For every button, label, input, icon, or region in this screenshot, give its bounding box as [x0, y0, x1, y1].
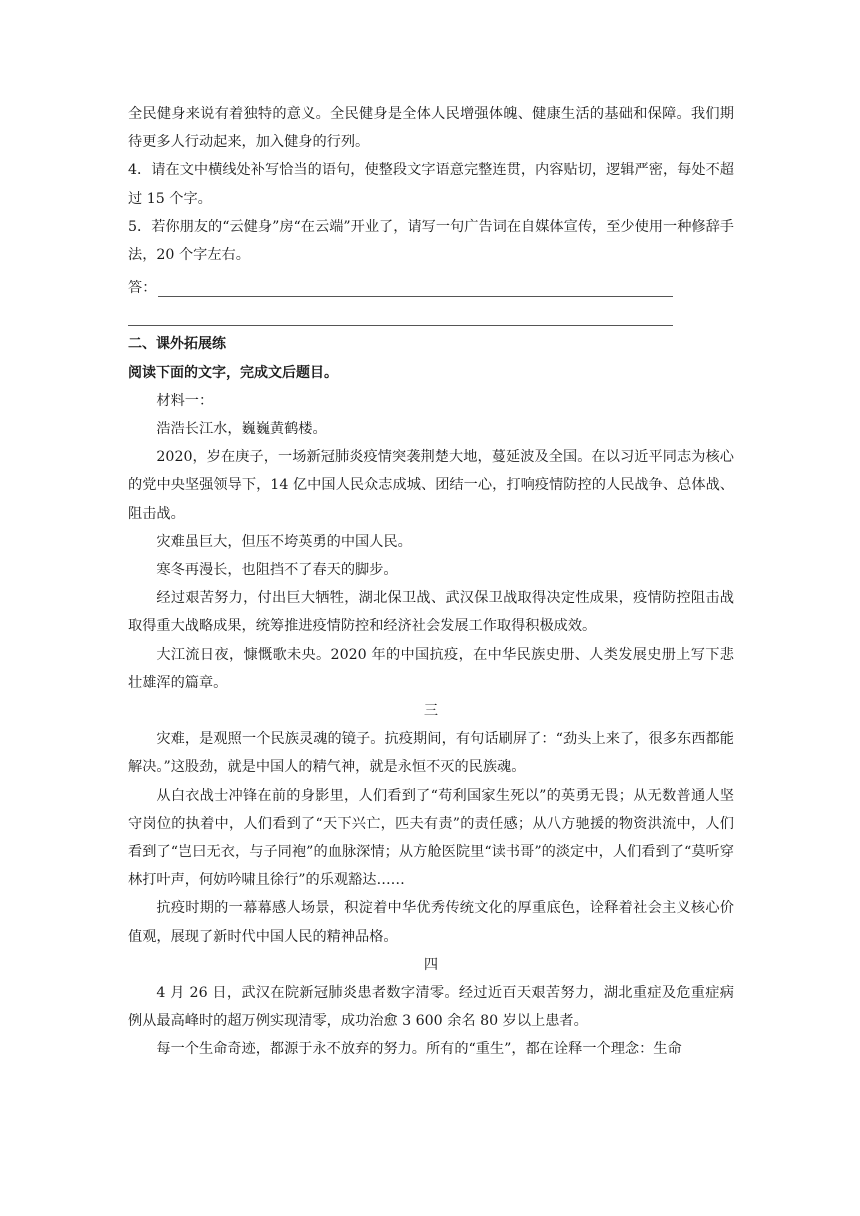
question-4: 4．请在文中横线处补写恰当的语句，使整段文字语意完整连贯，内容贴切，逻辑严密，每处不超过 15 个字。 [128, 162, 734, 207]
document-page [128, 100, 734, 1064]
section-number-four: 四 [423, 956, 439, 973]
article-paragraph: 2020，岁在庚子，一场新冠肺炎疫情突袭荆楚大地，蔓延波及全国。在以习近平同志为核心的党中央坚强领导下，14 亿中国人民众志成城、团结一心，打响疫情防控的人民战争、总体战、阻击战。 [128, 449, 734, 522]
section-number-three: 三 [423, 703, 439, 720]
article-paragraph: 灾难，是观照一个民族灵魂的镜子。抗疫期间，有句话刷屏了：“劲头上来了，很多东西都能解决。”这股劲，就是中国人的精气神，就是永恒不灭的民族魂。 [128, 731, 734, 776]
answer-label: 答： [128, 280, 157, 297]
material-label: 材料一： [156, 392, 214, 409]
reading-instruction: 阅读下面的文字，完成文后题目。 [128, 364, 338, 381]
article-paragraph: 抗疫时期的一幕幕感人场景，积淀着中华优秀传统文化的厚重底色，诠释着社会主义核心价值观，展现了新时代中国人民的精神品格。 [128, 900, 734, 945]
answer-row [128, 269, 734, 297]
article-paragraph: 从白衣战士冲锋在前的身影里，人们看到了“苟利国家生死以”的英勇无畏；从无数普通人坚守岗位的执着中，人们看到了“天下兴亡，匹夫有责”的责任感；从八方驰援的物资洪流中，人们看到了“岂曰无衣，与子同袍”的血脉深情；从方舱医院里“读书哥”的淡定中，人们看到了“莫听穿林打叶声，何妨吟啸且徐行”的乐观豁达…… [128, 787, 734, 889]
article-paragraph: 经过艰苦努力，付出巨大牺牲，湖北保卫战、武汉保卫战取得决定性成果，疫情防控阻击战取得重大战略成果，统筹推进疫情防控和经济社会发展工作取得积极成效。 [128, 590, 734, 635]
article-paragraph: 寒冬再漫长，也阻挡不了春天的脚步。 [156, 562, 398, 579]
section-heading: 二、课外拓展练 [128, 336, 226, 353]
article-paragraph: 4 月 26 日，武汉在院新冠肺炎患者数字清零。经过近百天艰苦努力，湖北重症及危重症病例从最高峰时的超万例实现清零，成功治愈 3 600 余名 80 岁以上患者。 [128, 985, 734, 1030]
intro-paragraph: 全民健身来说有着独特的意义。全民健身是全体人民增强体魄、健康生活的基础和保障。我们期待更多人行动起来，加入健身的行列。 [128, 106, 734, 151]
article-paragraph: 每一个生命奇迹，都源于永不放弃的努力。所有的“重生”，都在诠释一个理念：生命 [156, 1041, 682, 1058]
article-paragraph: 浩浩长江水，巍巍黄鹤楼。 [156, 421, 327, 438]
answer-line-1[interactable] [158, 277, 673, 297]
article-paragraph: 大江流日夜，慷慨歌未央。2020 年的中国抗疫，在中华民族史册、人类发展史册上写下悲壮雄浑的篇章。 [128, 646, 734, 691]
answer-line-2[interactable] [128, 297, 673, 326]
article-paragraph: 灾难虽巨大，但压不垮英勇的中国人民。 [156, 533, 412, 550]
question-5: 5．若你朋友的“云健身”房“在云端”开业了，请写一句广告词在自媒体宣传，至少使用一种修辞手法，20 个字左右。 [128, 218, 734, 264]
